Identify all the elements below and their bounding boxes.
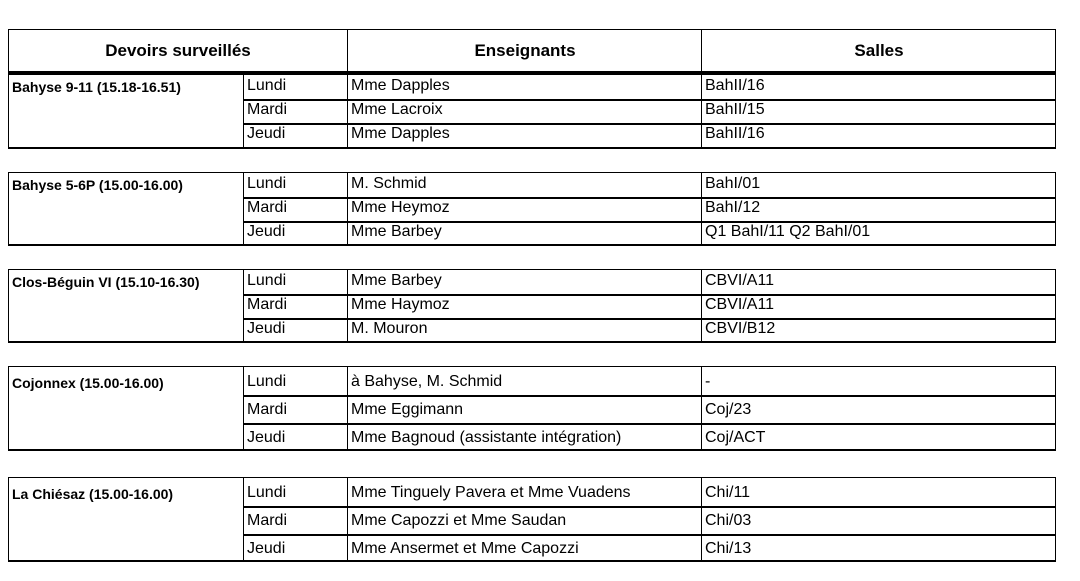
day-cell: Mardi — [247, 512, 288, 529]
teacher-cell: Mme Bagnoud (assistante intégration) — [351, 429, 622, 446]
site-name: Clos-Béguin VI (15.10-16.30) — [12, 274, 200, 290]
teacher-cell: Mme Dapples — [351, 125, 450, 142]
day-cell: Lundi — [247, 373, 287, 390]
table-row — [243, 294, 1055, 318]
room-cell: BahI/12 — [705, 199, 761, 216]
room-cell: BahII/16 — [705, 77, 765, 94]
table-row — [243, 99, 1055, 123]
day-cell: Lundi — [247, 77, 287, 94]
site-name: La Chiésaz (15.00-16.00) — [12, 486, 174, 502]
site-name: Bahyse 5-6P (15.00-16.00) — [12, 177, 183, 193]
table-row — [243, 318, 1055, 342]
teacher-cell: Mme Heymoz — [351, 199, 450, 216]
room-cell: Coj/23 — [705, 401, 752, 418]
room-cell: BahII/15 — [705, 101, 765, 118]
teacher-cell: Mme Barbey — [351, 223, 442, 240]
day-cell: Jeudi — [247, 429, 286, 446]
day-cell: Lundi — [247, 272, 287, 289]
site-name: Cojonnex (15.00-16.00) — [12, 375, 164, 391]
teacher-cell: Mme Ansermet et Mme Capozzi — [351, 540, 579, 557]
room-cell: CBVI/A11 — [705, 272, 775, 289]
room-cell: Chi/13 — [705, 540, 752, 557]
room-cell: Chi/03 — [705, 512, 752, 529]
site-block-clos-beguin — [8, 269, 1056, 343]
room-cell: - — [705, 373, 711, 390]
room-cell: BahI/01 — [705, 175, 761, 192]
table-row — [243, 77, 1055, 99]
site-block-bahyse-5-6p — [8, 172, 1056, 246]
day-cell: Jeudi — [247, 125, 286, 142]
teacher-cell: à Bahyse, M. Schmid — [351, 373, 503, 390]
room-cell: CBVI/A11 — [705, 296, 775, 313]
day-cell: Jeudi — [247, 320, 286, 337]
room-cell: Chi/11 — [705, 484, 751, 501]
day-cell: Mardi — [247, 101, 288, 118]
table-row — [243, 197, 1055, 221]
teacher-cell: Mme Barbey — [351, 272, 442, 289]
table-header — [8, 29, 1056, 74]
site-block-cojonnex — [8, 366, 1056, 451]
day-cell: Lundi — [247, 484, 287, 501]
table-row — [243, 484, 1055, 508]
site-block-bahyse-9-11 — [8, 74, 1056, 149]
room-cell: BahII/16 — [705, 125, 765, 142]
header-enseignants: Enseignants — [347, 30, 702, 72]
site-name: Bahyse 9-11 (15.18-16.51) — [12, 79, 181, 95]
teacher-cell: M. Mouron — [351, 320, 428, 337]
table-row — [243, 506, 1055, 534]
table-row — [243, 534, 1055, 562]
header-salles: Salles — [701, 30, 1056, 72]
room-cell: Coj/ACT — [705, 429, 766, 446]
table-row — [243, 221, 1055, 245]
day-cell: Jeudi — [247, 223, 286, 240]
table-row — [243, 373, 1055, 397]
room-cell: CBVI/B12 — [705, 320, 776, 337]
day-cell: Mardi — [247, 296, 288, 313]
day-cell: Jeudi — [247, 540, 286, 557]
day-cell: Lundi — [247, 175, 287, 192]
site-block-la-chiesaz — [8, 477, 1056, 562]
teacher-cell: M. Schmid — [351, 175, 427, 192]
teacher-cell: Mme Dapples — [351, 77, 450, 94]
teacher-cell: Mme Tinguely Pavera et Mme Vuadens — [351, 484, 631, 501]
teacher-cell: Mme Lacroix — [351, 101, 443, 118]
table-row — [243, 175, 1055, 197]
teacher-cell: Mme Capozzi et Mme Saudan — [351, 512, 567, 529]
day-cell: Mardi — [247, 401, 288, 418]
teacher-cell: Mme Haymoz — [351, 296, 450, 313]
teacher-cell: Mme Eggimann — [351, 401, 464, 418]
header-devoirs-surveilles: Devoirs surveillés — [105, 41, 251, 60]
room-cell: Q1 BahI/11 Q2 BahI/01 — [705, 223, 871, 240]
day-cell: Mardi — [247, 199, 288, 216]
table-row — [243, 123, 1055, 147]
table-row — [243, 272, 1055, 294]
table-row — [243, 423, 1055, 451]
